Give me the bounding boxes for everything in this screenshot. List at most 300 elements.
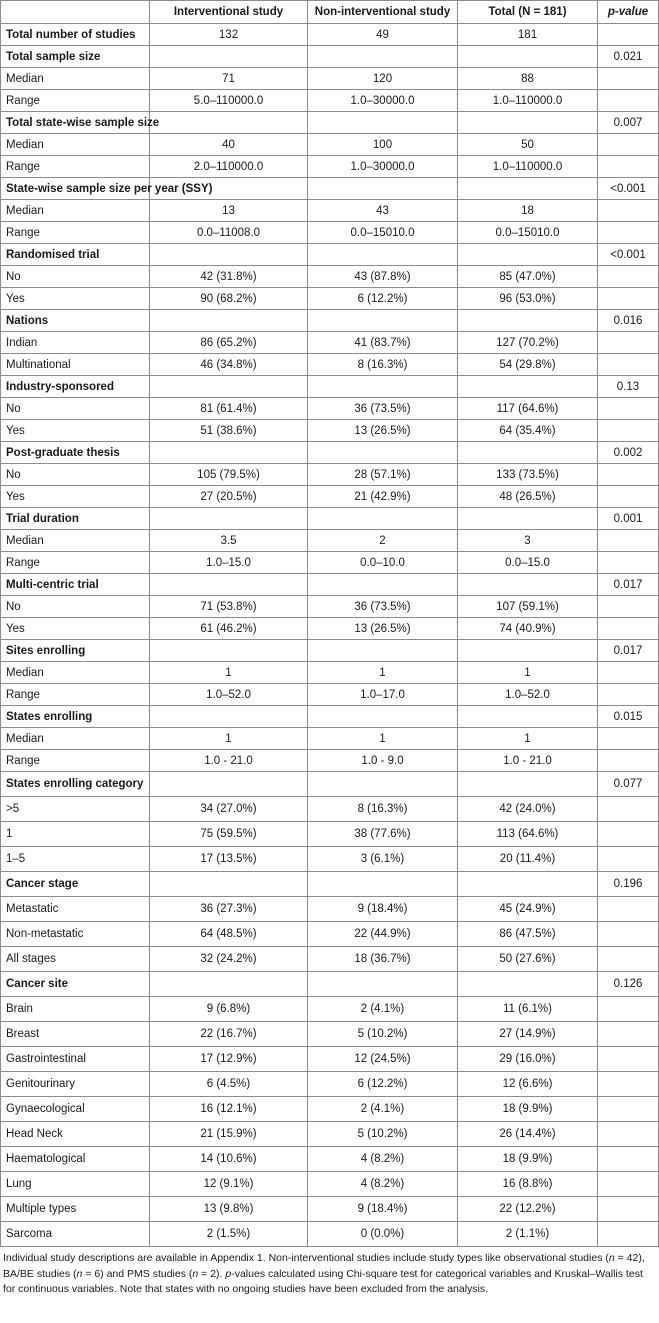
table-row [1, 1122, 659, 1147]
non-interventional-cell: 1.0 - 9.0 [308, 750, 458, 772]
p-value-cell [598, 618, 659, 640]
footnote-text: = 2). [198, 1267, 226, 1280]
section-header-row [1, 310, 659, 332]
interventional-cell: 2 (1.5%) [150, 1222, 308, 1247]
p-value-cell [598, 398, 659, 420]
p-value-cell: <0.001 [598, 244, 659, 266]
p-value-cell: 0.017 [598, 640, 659, 662]
total-cell: 54 (29.8%) [458, 354, 598, 376]
section-header-row [1, 508, 659, 530]
p-value-cell [598, 922, 659, 947]
p-value-cell [598, 134, 659, 156]
non-interventional-cell [308, 508, 458, 530]
p-value-cell: 0.126 [598, 972, 659, 997]
non-interventional-cell [308, 872, 458, 897]
p-value-cell: 0.002 [598, 442, 659, 464]
interventional-cell: 64 (48.5%) [150, 922, 308, 947]
p-value-cell [598, 288, 659, 310]
p-value-cell [598, 684, 659, 706]
non-interventional-cell: 6 (12.2%) [308, 288, 458, 310]
non-interventional-cell: 9 (18.4%) [308, 897, 458, 922]
p-value-cell [598, 1147, 659, 1172]
total-cell [458, 376, 598, 398]
interventional-cell: 105 (79.5%) [150, 464, 308, 486]
interventional-cell: 1.0–15.0 [150, 552, 308, 574]
row-label: 1–5 [1, 847, 150, 872]
total-cell [458, 442, 598, 464]
total-cell: 1 [458, 728, 598, 750]
interventional-cell: 1 [150, 662, 308, 684]
p-value-cell [598, 1222, 659, 1247]
row-label: Range [1, 684, 150, 706]
total-cell: 74 (40.9%) [458, 618, 598, 640]
p-value-cell [598, 530, 659, 552]
p-value-cell [598, 1197, 659, 1222]
row-label: Median [1, 728, 150, 750]
total-cell: 48 (26.5%) [458, 486, 598, 508]
total-cell: 107 (59.1%) [458, 596, 598, 618]
p-value-cell [598, 90, 659, 112]
table-row [1, 24, 659, 46]
interventional-cell: 51 (38.6%) [150, 420, 308, 442]
p-value-cell [598, 1022, 659, 1047]
table-row [1, 797, 659, 822]
non-interventional-cell: 1.0–30000.0 [308, 156, 458, 178]
p-value-cell [598, 662, 659, 684]
header-empty [1, 1, 150, 24]
non-interventional-cell: 38 (77.6%) [308, 822, 458, 847]
total-cell [458, 244, 598, 266]
table-row [1, 596, 659, 618]
non-interventional-cell: 49 [308, 24, 458, 46]
header-total: Total (N = 181) [458, 1, 598, 24]
row-label: Nations [1, 310, 150, 332]
table-row [1, 332, 659, 354]
non-interventional-cell: 22 (44.9%) [308, 922, 458, 947]
non-interventional-cell: 1.0–17.0 [308, 684, 458, 706]
total-cell: 42 (24.0%) [458, 797, 598, 822]
row-label: Industry-sponsored [1, 376, 150, 398]
row-label: States enrolling [1, 706, 150, 728]
interventional-cell: 6 (4.5%) [150, 1072, 308, 1097]
interventional-cell: 32 (24.2%) [150, 947, 308, 972]
table-row [1, 530, 659, 552]
table-row [1, 1072, 659, 1097]
non-interventional-cell [308, 972, 458, 997]
non-interventional-cell [308, 112, 458, 134]
interventional-cell [150, 244, 308, 266]
non-interventional-cell [308, 376, 458, 398]
interventional-cell [150, 442, 308, 464]
row-label: All stages [1, 947, 150, 972]
total-cell: 88 [458, 68, 598, 90]
total-cell: 18 (9.9%) [458, 1147, 598, 1172]
total-cell: 20 (11.4%) [458, 847, 598, 872]
row-label: Cancer stage [1, 872, 150, 897]
row-label: Yes [1, 486, 150, 508]
row-label: No [1, 464, 150, 486]
interventional-cell: 81 (61.4%) [150, 398, 308, 420]
p-value-cell [598, 332, 659, 354]
non-interventional-cell [308, 772, 458, 797]
interventional-cell [150, 574, 308, 596]
interventional-cell: 1.0 - 21.0 [150, 750, 308, 772]
table-row [1, 134, 659, 156]
row-label: Gynaecological [1, 1097, 150, 1122]
table-row [1, 288, 659, 310]
table-row [1, 1222, 659, 1247]
total-cell [458, 508, 598, 530]
non-interventional-cell: 0.0–15010.0 [308, 222, 458, 244]
total-cell: 29 (16.0%) [458, 1047, 598, 1072]
p-value-cell [598, 797, 659, 822]
p-value-cell [598, 156, 659, 178]
p-value-cell [598, 822, 659, 847]
total-cell: 3 [458, 530, 598, 552]
footnote-italic-text: p [225, 1267, 232, 1280]
total-cell [458, 574, 598, 596]
non-interventional-cell [308, 244, 458, 266]
non-interventional-cell: 36 (73.5%) [308, 398, 458, 420]
table-row [1, 156, 659, 178]
row-label: Indian [1, 332, 150, 354]
interventional-cell [150, 376, 308, 398]
non-interventional-cell: 6 (12.2%) [308, 1072, 458, 1097]
total-cell: 117 (64.6%) [458, 398, 598, 420]
row-label: Yes [1, 420, 150, 442]
total-cell: 1.0 - 21.0 [458, 750, 598, 772]
total-cell: 181 [458, 24, 598, 46]
row-label: No [1, 398, 150, 420]
row-label: Total state-wise sample size [1, 112, 150, 134]
total-cell: 1.0–110000.0 [458, 90, 598, 112]
non-interventional-cell: 43 (87.8%) [308, 266, 458, 288]
non-interventional-cell [308, 640, 458, 662]
section-header-row [1, 640, 659, 662]
total-cell: 64 (35.4%) [458, 420, 598, 442]
non-interventional-cell: 21 (42.9%) [308, 486, 458, 508]
interventional-cell: 71 (53.8%) [150, 596, 308, 618]
table-body [1, 24, 659, 1247]
interventional-cell [150, 310, 308, 332]
total-cell [458, 772, 598, 797]
interventional-cell [150, 972, 308, 997]
table-row [1, 200, 659, 222]
p-value-cell: 0.196 [598, 872, 659, 897]
interventional-cell [150, 508, 308, 530]
interventional-cell: 71 [150, 68, 308, 90]
interventional-cell: 5.0–110000.0 [150, 90, 308, 112]
non-interventional-cell: 0 (0.0%) [308, 1222, 458, 1247]
header-p-value: p-value [598, 1, 659, 24]
row-label: >5 [1, 797, 150, 822]
interventional-cell: 13 (9.8%) [150, 1197, 308, 1222]
table-row [1, 1097, 659, 1122]
total-cell: 1.0–110000.0 [458, 156, 598, 178]
section-header-row [1, 972, 659, 997]
interventional-cell: 42 (31.8%) [150, 266, 308, 288]
table-row [1, 90, 659, 112]
interventional-cell: 1.0–52.0 [150, 684, 308, 706]
interventional-cell: 34 (27.0%) [150, 797, 308, 822]
non-interventional-cell: 13 (26.5%) [308, 618, 458, 640]
row-label: No [1, 266, 150, 288]
interventional-cell [150, 640, 308, 662]
p-value-cell [598, 847, 659, 872]
table-row [1, 552, 659, 574]
row-label: Range [1, 156, 150, 178]
interventional-cell: 12 (9.1%) [150, 1172, 308, 1197]
row-label: Yes [1, 288, 150, 310]
row-label: Median [1, 68, 150, 90]
section-header-row [1, 442, 659, 464]
p-value-cell [598, 1047, 659, 1072]
total-cell: 1.0–52.0 [458, 684, 598, 706]
non-interventional-cell: 4 (8.2%) [308, 1147, 458, 1172]
p-value-cell [598, 947, 659, 972]
table-row [1, 897, 659, 922]
interventional-cell: 14 (10.6%) [150, 1147, 308, 1172]
p-value-cell [598, 1072, 659, 1097]
table-row [1, 464, 659, 486]
p-value-cell: 0.017 [598, 574, 659, 596]
non-interventional-cell: 100 [308, 134, 458, 156]
row-label: Median [1, 662, 150, 684]
interventional-cell: 61 (46.2%) [150, 618, 308, 640]
row-label: Gastrointestinal [1, 1047, 150, 1072]
table-row [1, 728, 659, 750]
total-cell: 2 (1.1%) [458, 1222, 598, 1247]
total-cell: 133 (73.5%) [458, 464, 598, 486]
p-value-cell [598, 728, 659, 750]
non-interventional-cell: 1.0–30000.0 [308, 90, 458, 112]
p-value-cell: 0.016 [598, 310, 659, 332]
interventional-cell: 132 [150, 24, 308, 46]
table-row [1, 997, 659, 1022]
row-label: Range [1, 750, 150, 772]
p-value-cell [598, 486, 659, 508]
p-value-cell: 0.001 [598, 508, 659, 530]
table-row [1, 662, 659, 684]
p-value-cell: 0.007 [598, 112, 659, 134]
footnote-italic-text: n [192, 1267, 199, 1280]
non-interventional-cell: 9 (18.4%) [308, 1197, 458, 1222]
interventional-cell: 2.0–110000.0 [150, 156, 308, 178]
interventional-cell [150, 46, 308, 68]
table-footnote [0, 1247, 658, 1298]
total-cell: 18 (9.9%) [458, 1097, 598, 1122]
interventional-cell [150, 772, 308, 797]
header-interventional: Interventional study [150, 1, 308, 24]
row-label: Trial duration [1, 508, 150, 530]
total-cell [458, 46, 598, 68]
p-value-cell [598, 596, 659, 618]
row-label: Total number of studies [1, 24, 150, 46]
total-cell: 85 (47.0%) [458, 266, 598, 288]
row-label: Sites enrolling [1, 640, 150, 662]
interventional-cell: 22 (16.7%) [150, 1022, 308, 1047]
p-value-cell: 0.077 [598, 772, 659, 797]
p-value-cell [598, 1097, 659, 1122]
row-label: Yes [1, 618, 150, 640]
total-cell: 113 (64.6%) [458, 822, 598, 847]
footnote-text: -values calculated using Chi-square test for categorical variables and Kruskal–Wallis test for continuous variables. Note that states with no ongoing studies have been excluded from the analysis. [3, 1267, 643, 1295]
non-interventional-cell: 13 (26.5%) [308, 420, 458, 442]
table-row [1, 1147, 659, 1172]
non-interventional-cell: 5 (10.2%) [308, 1122, 458, 1147]
row-label: Range [1, 90, 150, 112]
non-interventional-cell: 43 [308, 200, 458, 222]
non-interventional-cell: 0.0–10.0 [308, 552, 458, 574]
section-header-row [1, 706, 659, 728]
table-row [1, 354, 659, 376]
table-row [1, 222, 659, 244]
non-interventional-cell: 8 (16.3%) [308, 354, 458, 376]
p-value-cell: 0.021 [598, 46, 659, 68]
non-interventional-cell: 1 [308, 728, 458, 750]
table-row [1, 1172, 659, 1197]
table-row [1, 684, 659, 706]
non-interventional-cell [308, 706, 458, 728]
p-value-cell [598, 420, 659, 442]
total-cell: 27 (14.9%) [458, 1022, 598, 1047]
non-interventional-cell: 1 [308, 662, 458, 684]
table-row [1, 750, 659, 772]
non-interventional-cell: 2 (4.1%) [308, 1097, 458, 1122]
row-label: Multiple types [1, 1197, 150, 1222]
table-row [1, 1047, 659, 1072]
total-cell: 18 [458, 200, 598, 222]
p-value-cell [598, 552, 659, 574]
interventional-cell: 46 (34.8%) [150, 354, 308, 376]
p-value-cell [598, 750, 659, 772]
total-cell [458, 972, 598, 997]
non-interventional-cell: 41 (83.7%) [308, 332, 458, 354]
total-cell [458, 872, 598, 897]
total-cell: 11 (6.1%) [458, 997, 598, 1022]
total-cell: 16 (8.8%) [458, 1172, 598, 1197]
row-label: Metastatic [1, 897, 150, 922]
total-cell: 45 (24.9%) [458, 897, 598, 922]
p-value-cell [598, 1122, 659, 1147]
section-header-row [1, 178, 659, 200]
table-row [1, 822, 659, 847]
interventional-cell: 17 (13.5%) [150, 847, 308, 872]
interventional-cell: 21 (15.9%) [150, 1122, 308, 1147]
non-interventional-cell [308, 442, 458, 464]
interventional-cell: 13 [150, 200, 308, 222]
total-cell: 1 [458, 662, 598, 684]
table-row [1, 1022, 659, 1047]
p-value-cell [598, 897, 659, 922]
total-cell: 96 (53.0%) [458, 288, 598, 310]
total-cell: 0.0–15.0 [458, 552, 598, 574]
total-cell: 127 (70.2%) [458, 332, 598, 354]
interventional-cell: 9 (6.8%) [150, 997, 308, 1022]
interventional-cell: 86 (65.2%) [150, 332, 308, 354]
non-interventional-cell [308, 178, 458, 200]
table-row [1, 922, 659, 947]
row-label: Haematological [1, 1147, 150, 1172]
total-cell [458, 640, 598, 662]
table-row [1, 486, 659, 508]
row-label: Multi-centric trial [1, 574, 150, 596]
total-cell [458, 178, 598, 200]
footnote-text: = 42), BA/BE studies ( [3, 1252, 645, 1280]
row-label: Head Neck [1, 1122, 150, 1147]
row-label: Median [1, 200, 150, 222]
p-value-cell [598, 464, 659, 486]
section-header-row [1, 112, 659, 134]
p-value-cell [598, 68, 659, 90]
p-value-cell: 0.015 [598, 706, 659, 728]
table-row [1, 398, 659, 420]
non-interventional-cell: 2 [308, 530, 458, 552]
total-cell [458, 706, 598, 728]
interventional-cell: 16 (12.1%) [150, 1097, 308, 1122]
footnote-italic-text: n [608, 1252, 615, 1264]
table-row [1, 266, 659, 288]
non-interventional-cell [308, 574, 458, 596]
total-cell: 12 (6.6%) [458, 1072, 598, 1097]
p-value-cell [598, 997, 659, 1022]
p-value-cell [598, 1172, 659, 1197]
table-row [1, 420, 659, 442]
row-label: Brain [1, 997, 150, 1022]
row-label: Breast [1, 1022, 150, 1047]
non-interventional-cell [308, 46, 458, 68]
row-label: Median [1, 530, 150, 552]
row-label: No [1, 596, 150, 618]
section-header-row [1, 376, 659, 398]
non-interventional-cell: 36 (73.5%) [308, 596, 458, 618]
interventional-cell: 27 (20.5%) [150, 486, 308, 508]
interventional-cell [150, 112, 308, 134]
section-header-row [1, 574, 659, 596]
footnote-text: Individual study descriptions are available in Appendix 1. Non-interventional studies include study types like observational studies ( [3, 1252, 609, 1264]
interventional-cell: 1 [150, 728, 308, 750]
interventional-cell [150, 872, 308, 897]
table-row [1, 847, 659, 872]
p-value-cell [598, 222, 659, 244]
interventional-cell: 0.0–11008.0 [150, 222, 308, 244]
non-interventional-cell: 18 (36.7%) [308, 947, 458, 972]
table-row [1, 1197, 659, 1222]
header-non-interventional: Non-interventional study [308, 1, 458, 24]
row-label: Post-graduate thesis [1, 442, 150, 464]
section-header-row [1, 872, 659, 897]
row-label: Sarcoma [1, 1222, 150, 1247]
total-cell: 50 (27.6%) [458, 947, 598, 972]
interventional-cell: 90 (68.2%) [150, 288, 308, 310]
p-value-cell [598, 354, 659, 376]
interventional-cell: 40 [150, 134, 308, 156]
row-label: States enrolling category [1, 772, 150, 797]
total-cell: 22 (12.2%) [458, 1197, 598, 1222]
row-label: Range [1, 552, 150, 574]
footnote-text: = 6) and PMS studies ( [82, 1267, 193, 1280]
row-label: 1 [1, 822, 150, 847]
non-interventional-cell: 2 (4.1%) [308, 997, 458, 1022]
interventional-cell: 75 (59.5%) [150, 822, 308, 847]
non-interventional-cell: 5 (10.2%) [308, 1022, 458, 1047]
non-interventional-cell: 12 (24.5%) [308, 1047, 458, 1072]
total-cell: 26 (14.4%) [458, 1122, 598, 1147]
interventional-cell: 36 (27.3%) [150, 897, 308, 922]
p-value-cell: 0.13 [598, 376, 659, 398]
row-label: State-wise sample size per year (SSY) [1, 178, 150, 200]
p-value-cell [598, 24, 659, 46]
